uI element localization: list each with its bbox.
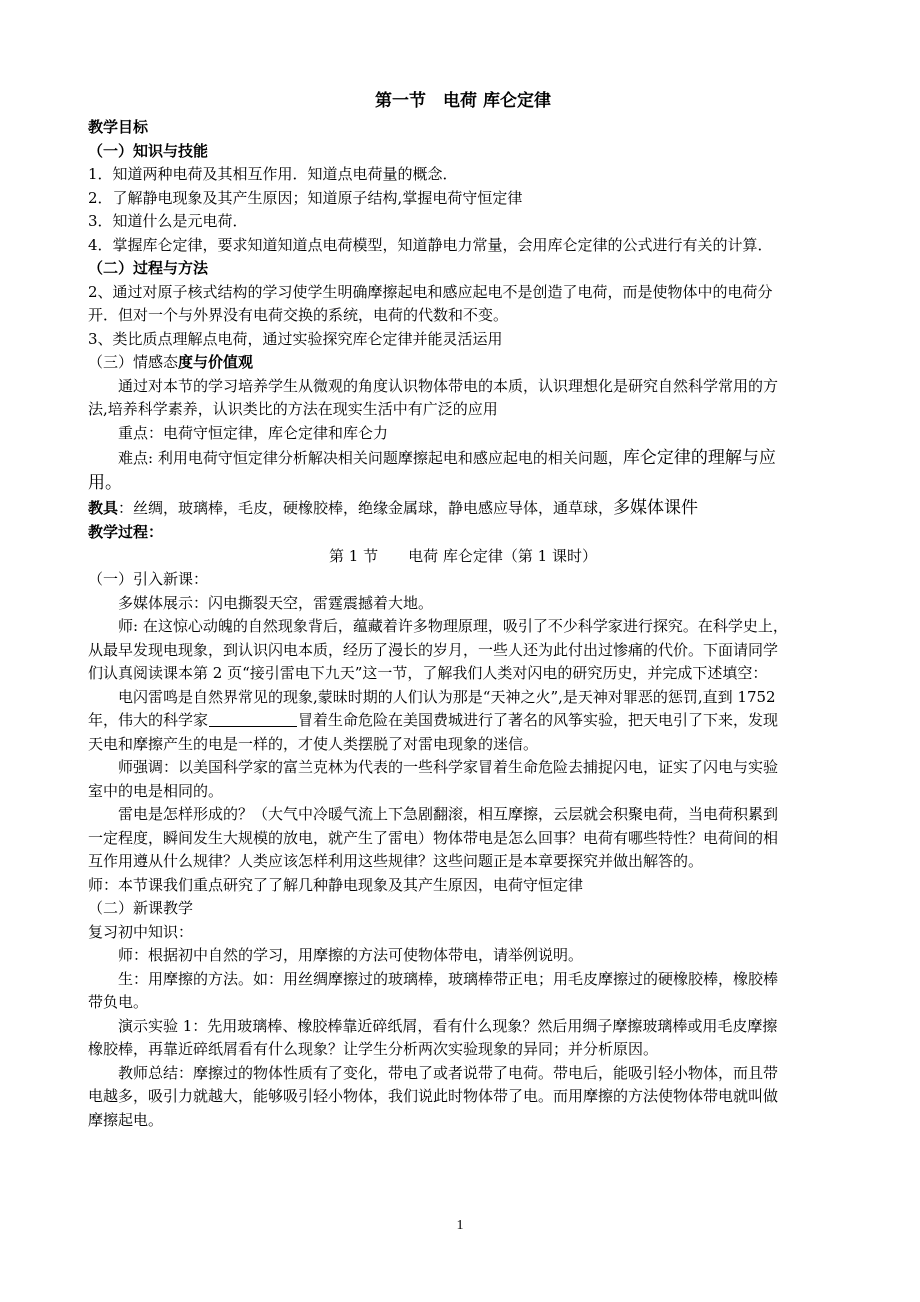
sec3-heading <box>88 351 838 375</box>
list-item: 2．了解静电现象及其产生原因；知道原子结构,掌握电荷守恒定律 <box>88 188 523 207</box>
sec2-heading: （二）过程与方法 <box>88 259 209 277</box>
paragraph-line: 3、类比质点理解点电荷，通过实验探究库仑定律并能灵活运用 <box>88 329 503 348</box>
goals-heading: 教学目标 <box>88 118 149 136</box>
tools-line <box>88 496 838 521</box>
intro-heading: （一）引入新课： <box>88 570 209 588</box>
paragraph-line: 通过对本节的学习培养学生从微观的角度认识物体带电的本质，认识理想化是研究自然科学常用的方 <box>118 376 779 395</box>
paragraph-line: 师强调：以美国科学家的富兰克林为代表的一些科学家冒着生命危险去捕捉闪电，证实了闪电与实验 <box>118 758 779 776</box>
document-page <box>88 88 838 1132</box>
list-item: 3．知道什么是元电荷． <box>88 212 248 230</box>
paragraph-line: 互作用遵从什么规律？人类应该怎样利用这些规律？这些问题正是本章要探究并做出解答的。 <box>88 852 704 870</box>
paragraph-line: 教师总结：摩擦过的物体性质有了变化，带电了或者说带了电荷。带电后，能吸引轻小物体，而且带 <box>118 1063 779 1082</box>
paragraph-line: 们认真阅读课本第 2 页“接引雷电下九天”这一节，了解我们人类对闪电的研究历史，并完成下述填空： <box>88 664 768 682</box>
paragraph-line: 多媒体展示：闪电撕裂天空，雷霆震撼着大地。 <box>118 593 434 612</box>
key-point: 重点：电荷守恒定律，库仑定律和库仑力 <box>118 423 389 442</box>
paragraph-line: 从最早发现电现象，到认识闪电本质，经历了漫长的岁月，一些人还为此付出过惨痛的代价。下面请同学 <box>88 640 779 659</box>
paragraph-line: 生：用摩擦的方法。如：用丝绸摩擦过的玻璃棒，玻璃棒带正电；用毛皮摩擦过的硬橡胶棒，橡胶棒 <box>118 969 779 988</box>
paragraph-line: 带负电。 <box>88 993 149 1011</box>
difficulty-text-large: 库仑定律的理解与应 <box>622 448 776 468</box>
paragraph-line: 师：本节课我们重点研究了了解几种静电现象及其产生原因，电荷守恒定律 <box>88 875 584 894</box>
paragraph-line: 演示实验 1：先用玻璃棒、橡胶棒靠近碎纸屑，看有什么现象？然后用绸子摩擦玻璃棒或用毛皮摩擦 <box>118 1016 778 1035</box>
paragraph-line: 法,培养科学素养，认识类比的方法在现实生活中有广泛的应用 <box>88 400 498 418</box>
review-heading: 复习初中知识： <box>88 922 194 941</box>
fill-in-blank <box>209 712 297 727</box>
fill-text-post: 冒着生命危险在美国费城进行了著名的风筝实验，把天电引了下来，发现 <box>298 711 779 729</box>
sec3-heading-a: （三）情感态 <box>88 353 179 371</box>
paragraph-line: 摩擦起电。 <box>88 1110 164 1129</box>
list-item: 1．知道两种电荷及其相互作用．知道点电荷量的概念． <box>88 165 458 183</box>
difficulty <box>88 445 838 471</box>
fill-in-line <box>88 709 838 733</box>
paragraph-line: 雷电是怎样形成的？（大气中冷暖气流上下急剧翻滚，相互摩擦，云层就会积聚电荷，当电荷积累到 <box>118 805 779 823</box>
paragraph-line: 电闪雷鸣是自然界常见的现象,蒙昧时期的人们认为那是“天神之火”,是天神对罪恶的惩罚,直到 1752 <box>118 687 776 706</box>
paragraph-line: 师：根据初中自然的学习，用摩擦的方法可使物体带电，请举例说明。 <box>118 946 584 964</box>
sec1-heading: （一）知识与技能 <box>88 141 209 160</box>
paragraph-line: 一定程度，瞬间发生大规模的放电，就产生了雷电）物体带电是怎么回事？电荷有哪些特性？电荷间的相 <box>88 828 779 847</box>
page-title: 第一节 电荷 库仑定律 <box>375 91 551 111</box>
paragraph-line: 室中的电是相同的。 <box>88 781 224 800</box>
tools-label: 教具 <box>88 499 119 517</box>
paragraph-line: 师: 在这惊心动魄的自然现象背后，蕴藏着许多物理原理，吸引了不少科学家进行探究。在科学史上， <box>118 617 788 635</box>
difficulty-text: 难点: 利用电荷守恒定律分析解决相关问题摩擦起电和感应起电的相关问题， <box>118 449 623 467</box>
paragraph-line: 天电和摩擦产生的电是一样的，才使人类摆脱了对雷电现象的迷信。 <box>88 734 539 753</box>
paragraph-line: 2、通过对原子核式结构的学习使学生明确摩擦起电和感应起电不是创造了电荷，而是使物体中的电荷分 <box>88 282 773 301</box>
paragraph-line: 开．但对一个与外界没有电荷交换的系统，电荷的代数和不变。 <box>88 306 509 324</box>
paragraph-line: 橡胶棒，再靠近碎纸屑看有什么现象？让学生分析两次实验现象的异同；并分析原因。 <box>88 1040 659 1058</box>
fill-text-pre: 年，伟大的科学家 <box>88 711 209 729</box>
difficulty-end: 用。 <box>88 473 122 493</box>
page-number: 1 <box>456 1218 464 1233</box>
process-heading: 教学过程： <box>88 523 164 541</box>
tools-text: ：丝绸，玻璃棒，毛皮，硬橡胶棒，绝缘金属球，静电感应导体，通草球， <box>118 499 614 517</box>
sec3-heading-b: 度与价值观 <box>178 353 254 371</box>
tools-tail: 多媒体课件 <box>613 498 699 518</box>
new-heading: （二）新课教学 <box>88 899 194 917</box>
lesson-title: 第 1 节 电荷 库仑定律（第 1 课时） <box>329 546 597 565</box>
list-item: 4．掌握库仑定律，要求知道知道点电荷模型，知道静电力常量，会用库仑定律的公式进行有关的计算． <box>88 235 773 254</box>
paragraph-line: 电越多，吸引力就越大，能够吸引轻小物体，我们说此时物体带了电。而用摩擦的方法使物体带电就叫做 <box>88 1087 779 1105</box>
